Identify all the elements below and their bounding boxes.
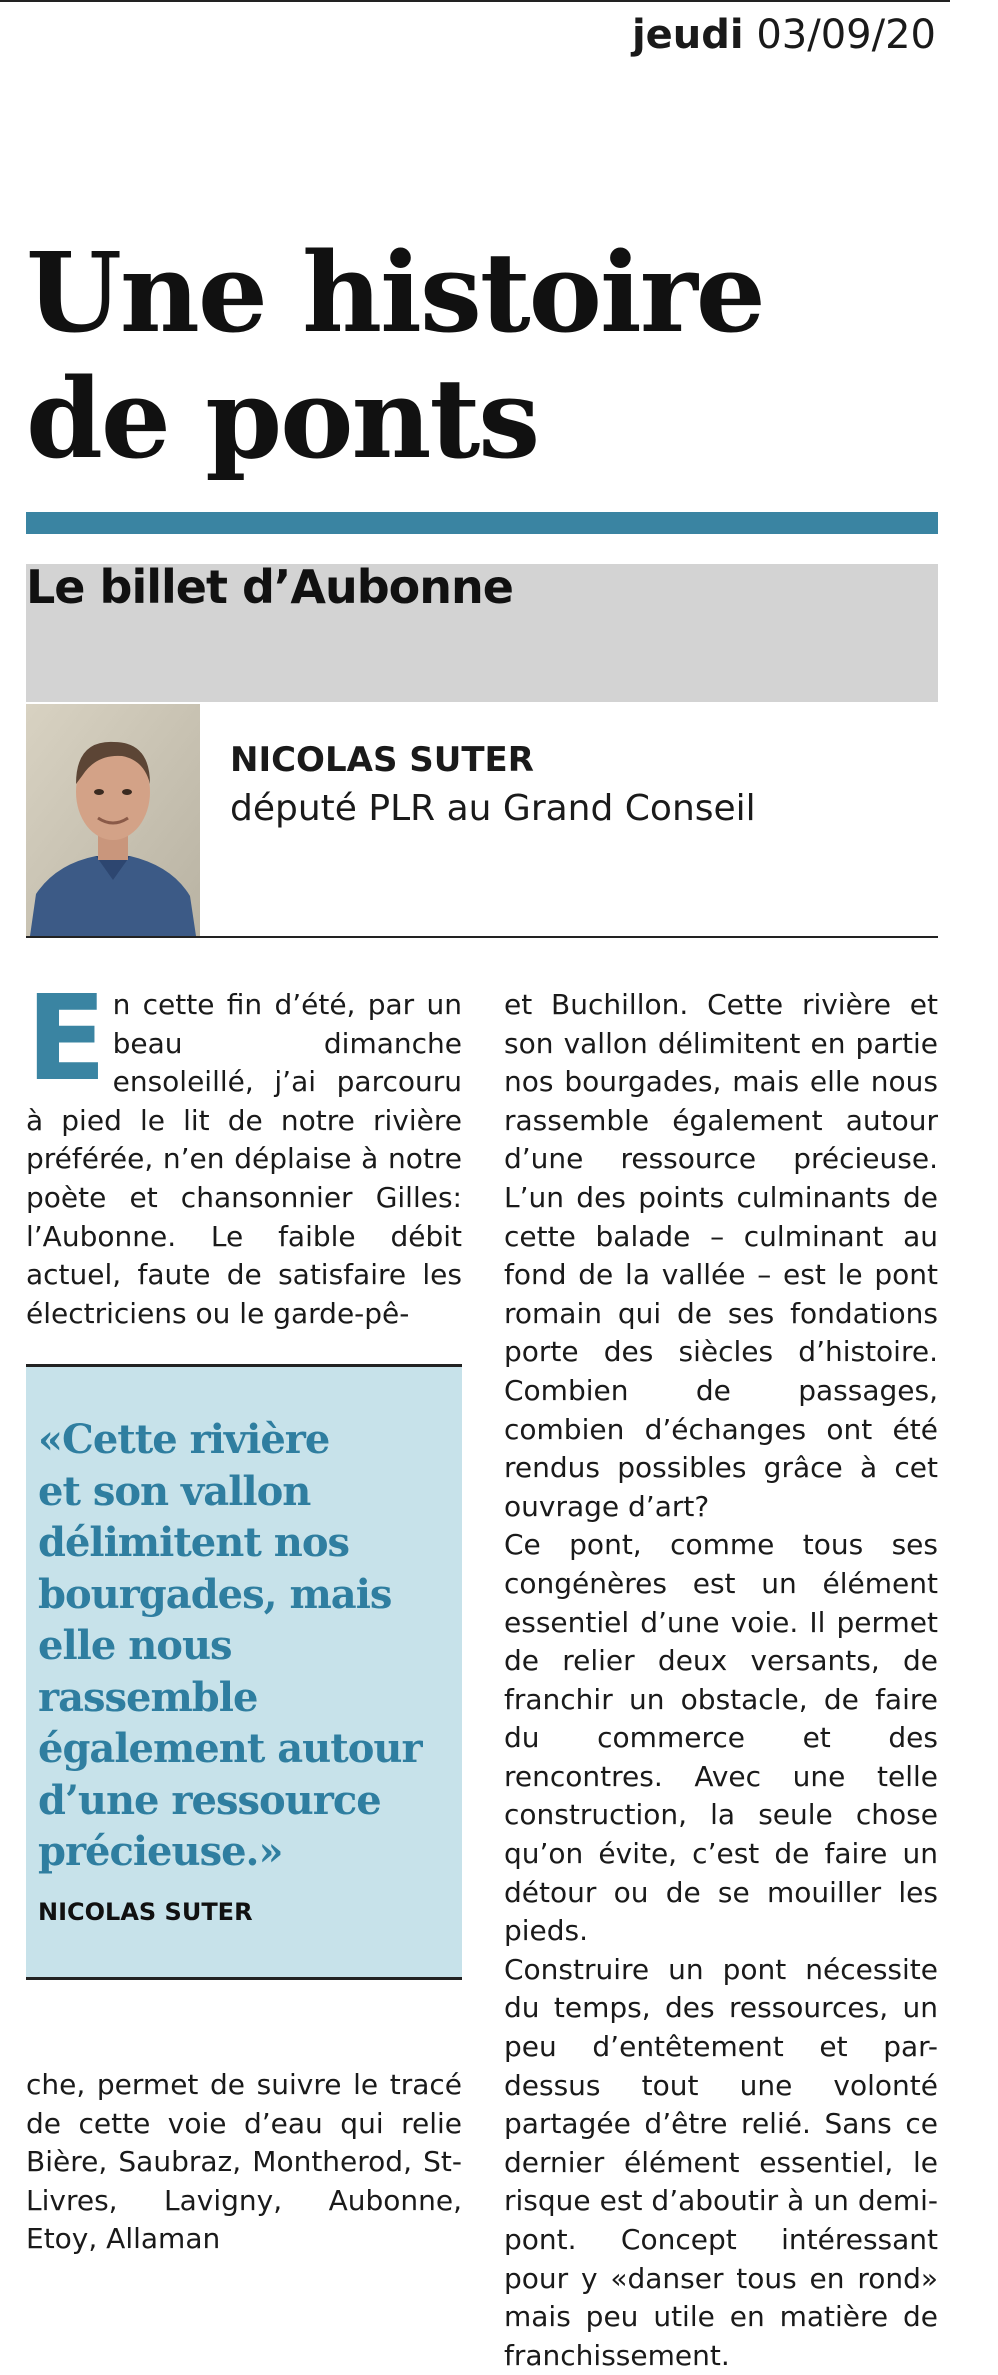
pull-quote-line: d’une ressource <box>38 1776 381 1824</box>
pull-quote-text <box>38 1414 458 1878</box>
paragraph: Ce pont, comme tous ses congénères est un élément essentiel d’une voie. Il permet de relier deux versants, de franchir un obstacle, de faire du commerce et des rencontres. Avec une telle construction, la seule chose qu’on évite, c’est de faire un détour ou de se mouiller les pieds. <box>504 1528 938 1948</box>
pull-quote-line: rassemble <box>38 1673 258 1721</box>
article-col1-end: che, permet de suivre le tracé de cette voie d’eau qui relie Bière, Saubraz, Montherod, St-Livres, Lavigny, Aubonne, Etoy, Allaman <box>26 2068 462 2256</box>
pull-quote-author: NICOLAS SUTER <box>38 1898 253 1926</box>
author-photo-image <box>26 704 200 936</box>
author-name: NICOLAS SUTER <box>230 740 534 780</box>
issue-date-value: 03/09/20 <box>756 12 936 58</box>
paragraph: Construire un pont nécessite du temps, des ressources, un peu d’entêtement et par-dessus tout une volonté partagée d’être relié. Sans ce dernier élément essentiel, le risque est d’aboutir à un demi-pont. Concept intéressant pour y «danser tous en rond» mais peu utile en matière de franchissement. <box>504 1952 938 2372</box>
pull-quote-line: bourgades, mais <box>38 1570 392 1618</box>
pull-quote-line: elle nous <box>38 1622 232 1669</box>
paragraph: et Buchillon. Cette rivière et son vallon délimitent en partie nos bourgades, mais elle nous rassemble également autour d’une ressource précieuse. L’un des points culminants de cette balade – culminant au fond de la vallée – est le pont romain qui de ses fondations porte des siècles d’histoire. Combien de passages, combien d’échanges ont été rendus possibles grâce à cet ouvrage d’art? <box>504 988 938 1523</box>
pull-quote-line: délimitent nos <box>38 1519 350 1566</box>
article-column-2 <box>504 986 938 2375</box>
byline-rule <box>26 936 938 938</box>
intro-text: n cette fin d’été, par un beau dimanche ensoleillé, j’ai parcouru à pied le lit de notre rivière préférée, n’en déplaise à notre poète et chansonnier Gilles: l’Aubonne. Le faible débit actuel, faute de satisfaire les électriciens ou le garde-pê- <box>26 988 462 1330</box>
headline-line-2: de ponts <box>26 354 539 483</box>
pull-quote-line: et son vallon <box>38 1467 311 1515</box>
author-photo <box>26 704 200 936</box>
author-role: député PLR au Grand Conseil <box>230 788 756 829</box>
issue-day: jeudi <box>631 12 744 58</box>
pull-quote-line: également autour <box>38 1725 422 1772</box>
pull-quote-line: précieuse.» <box>38 1828 283 1875</box>
top-rule <box>0 0 950 2</box>
drop-cap: E <box>26 969 107 1107</box>
accent-bar <box>26 512 938 534</box>
issue-date <box>632 12 936 58</box>
article-headline <box>26 230 764 482</box>
article-intro <box>26 969 462 1333</box>
pull-quote-line: «Cette rivière <box>38 1416 330 1463</box>
rubric-title: Le billet d’Aubonne <box>26 560 513 614</box>
headline-line-1: Une histoire <box>26 228 764 357</box>
